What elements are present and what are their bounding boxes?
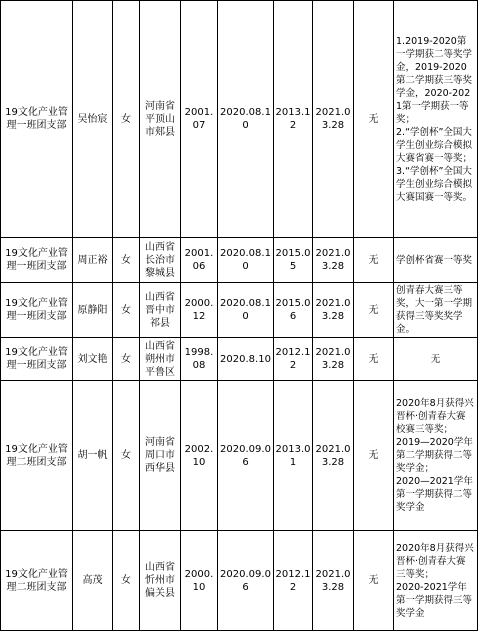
award-line: 学创杯省赛一等奖 — [396, 254, 473, 266]
award-line: 2020年8月获得兴晋杯·创青春大赛三等奖； — [396, 542, 474, 580]
branch-cell — [1, 1, 73, 238]
league-date-cell-text: 2020.8.10 — [220, 353, 271, 365]
award-line: 无 — [430, 353, 441, 365]
awards-cell — [394, 531, 478, 631]
recommend-date-cell — [313, 338, 354, 381]
award-line: 2.“学创杯”全国大学生创业综合模拟大赛省赛一等奖； — [396, 126, 473, 164]
awards-cell — [394, 283, 478, 338]
native-place-cell-text: 河南省周口市西华县 — [145, 437, 175, 474]
branch-cell — [1, 531, 73, 631]
gender-cell — [113, 1, 140, 238]
name-cell — [73, 381, 113, 531]
recommend-date-cell — [313, 1, 354, 238]
gender-cell — [113, 283, 140, 338]
branch-cell — [1, 381, 73, 531]
table-row — [1, 338, 478, 381]
punishment-cell — [354, 283, 394, 338]
name-cell-text: 刘文艳 — [77, 353, 108, 365]
birth-date-cell — [181, 1, 218, 238]
birth-date-cell-text: 2000.10 — [184, 568, 214, 593]
recommend-date-cell-text: 2021.03.28 — [315, 107, 351, 131]
league-date-cell-text: 2020.08.10 — [220, 298, 271, 322]
application-date-cell — [274, 338, 313, 381]
punishment-cell — [354, 1, 394, 238]
native-place-cell-text: 河南省平顶山市郏县 — [145, 100, 175, 138]
native-place-cell — [140, 238, 181, 283]
birth-date-cell-text: 1998.08 — [184, 347, 214, 371]
table-row — [1, 238, 478, 283]
branch-cell-text: 19文化产业管理二班团支部 — [5, 443, 68, 468]
gender-cell-text: 女 — [121, 254, 131, 266]
league-date-cell-text: 2020.08.10 — [220, 107, 271, 131]
gender-cell-text: 女 — [121, 450, 131, 461]
awards-cell — [394, 381, 478, 531]
branch-cell-text: 19文化产业管理一班团支部 — [5, 107, 68, 131]
name-cell — [73, 1, 113, 238]
application-date-cell — [274, 283, 313, 338]
branch-cell-text: 19文化产业管理一班团支部 — [5, 248, 68, 272]
name-cell-text: 高茂 — [82, 575, 103, 586]
gender-cell — [113, 238, 140, 283]
gender-cell-text: 女 — [121, 353, 131, 365]
recommend-date-cell — [313, 283, 354, 338]
league-date-cell — [218, 338, 274, 381]
award-line: 3.“学创杯”全国大学生创业综合模拟大赛国赛一等奖。 — [396, 165, 473, 203]
name-cell — [73, 238, 113, 283]
league-date-cell-text: 2020.09.06 — [220, 568, 271, 593]
native-place-cell — [140, 381, 181, 531]
application-date-cell-text: 2015.05 — [275, 248, 311, 272]
punishment-cell-text: 无 — [368, 353, 379, 365]
punishment-cell-text: 无 — [368, 254, 379, 266]
native-place-cell — [140, 338, 181, 381]
gender-cell — [113, 531, 140, 631]
punishment-cell — [354, 338, 394, 381]
punishment-cell-text: 无 — [368, 450, 379, 461]
recommend-date-cell — [313, 531, 354, 631]
recommend-date-cell — [313, 381, 354, 531]
birth-date-cell-text: 2001.07 — [184, 107, 214, 131]
league-date-cell-text: 2020.09.06 — [220, 443, 271, 468]
application-date-cell-text: 2012.12 — [275, 568, 311, 593]
birth-date-cell — [181, 338, 218, 381]
table-row — [1, 1, 478, 238]
punishment-cell — [354, 531, 394, 631]
application-date-cell — [274, 238, 313, 283]
application-date-cell-text: 2013.12 — [275, 107, 311, 131]
native-place-cell-text: 山西省晋中市祁县 — [145, 291, 175, 329]
branch-cell — [1, 338, 73, 381]
branch-cell — [1, 283, 73, 338]
award-line: 1.2019-2020第一学期获二等奖学金，2019-2020第二学期获三等奖学金，2020-2021第一学期获一等奖； — [396, 35, 473, 125]
name-cell-text: 吴怡宸 — [77, 113, 108, 125]
award-line: 2019—2020学年第二学期获得二等奖学金； — [396, 437, 473, 474]
punishment-cell — [354, 238, 394, 283]
application-date-cell — [274, 381, 313, 531]
award-line: 2020-2021学年第一学期获得三等奖学金 — [396, 581, 473, 619]
table-row — [1, 531, 478, 631]
league-date-cell — [218, 531, 274, 631]
league-date-cell-text: 2020.08.10 — [220, 248, 271, 272]
name-cell — [73, 338, 113, 381]
native-place-cell-text: 山西省朔州市平鲁区 — [145, 340, 175, 378]
application-date-cell-text: 2013.01 — [275, 443, 311, 468]
recommend-date-cell-text: 2021.03.28 — [315, 298, 351, 322]
league-date-cell — [218, 1, 274, 238]
application-date-cell-text: 2015.06 — [275, 298, 311, 322]
league-date-cell — [218, 283, 274, 338]
table-row — [1, 381, 478, 531]
gender-cell-text: 女 — [121, 113, 131, 125]
awards-cell — [394, 238, 478, 283]
table-row — [1, 283, 478, 338]
gender-cell-text: 女 — [121, 575, 131, 586]
native-place-cell — [140, 531, 181, 631]
birth-date-cell — [181, 531, 218, 631]
punishment-cell — [354, 381, 394, 531]
league-date-cell — [218, 238, 274, 283]
gender-cell — [113, 338, 140, 381]
award-line: 2020年8月获得兴晋杯·创青春大赛校赛三等奖； — [396, 398, 474, 435]
recommend-date-cell-text: 2021.03.28 — [315, 568, 351, 593]
birth-date-cell — [181, 238, 218, 283]
league-date-cell — [218, 381, 274, 531]
name-cell-text: 原静阳 — [77, 304, 108, 316]
birth-date-cell — [181, 283, 218, 338]
awards-cell — [394, 338, 478, 381]
punishment-cell-text: 无 — [368, 304, 379, 316]
gender-cell-text: 女 — [121, 304, 131, 316]
branch-cell-text: 19文化产业管理一班团支部 — [5, 347, 68, 371]
awards-cell — [394, 1, 478, 238]
native-place-cell-text: 山西省长治市黎城县 — [145, 241, 175, 279]
application-date-cell-text: 2012.12 — [275, 347, 311, 371]
recommend-date-cell-text: 2021.03.28 — [315, 248, 351, 272]
branch-cell — [1, 238, 73, 283]
punishment-cell-text: 无 — [368, 113, 379, 125]
native-place-cell — [140, 1, 181, 238]
recommend-date-cell-text: 2021.03.28 — [315, 347, 351, 371]
birth-date-cell-text: 2002.10 — [184, 443, 214, 468]
application-date-cell — [274, 531, 313, 631]
native-place-cell-text: 山西省忻州市偏关县 — [145, 562, 175, 599]
native-place-cell — [140, 283, 181, 338]
gender-cell — [113, 381, 140, 531]
birth-date-cell — [181, 381, 218, 531]
name-cell-text: 周正裕 — [77, 254, 108, 266]
name-cell — [73, 531, 113, 631]
branch-cell-text: 19文化产业管理一班团支部 — [5, 298, 68, 322]
award-line: 创青春大赛三等奖，大一第一学期获得三等奖奖学金。 — [396, 285, 473, 335]
recommend-date-cell — [313, 238, 354, 283]
birth-date-cell-text: 2000.12 — [184, 298, 214, 322]
punishment-cell-text: 无 — [368, 575, 379, 586]
name-cell — [73, 283, 113, 338]
birth-date-cell-text: 2001.06 — [184, 248, 214, 272]
award-line: 2020—2021学年第一学期获得二等奖学金 — [396, 476, 473, 513]
name-cell-text: 胡一帆 — [77, 450, 108, 461]
branch-cell-text: 19文化产业管理二班团支部 — [5, 568, 68, 593]
recommend-date-cell-text: 2021.03.28 — [315, 443, 351, 468]
application-date-cell — [274, 1, 313, 238]
